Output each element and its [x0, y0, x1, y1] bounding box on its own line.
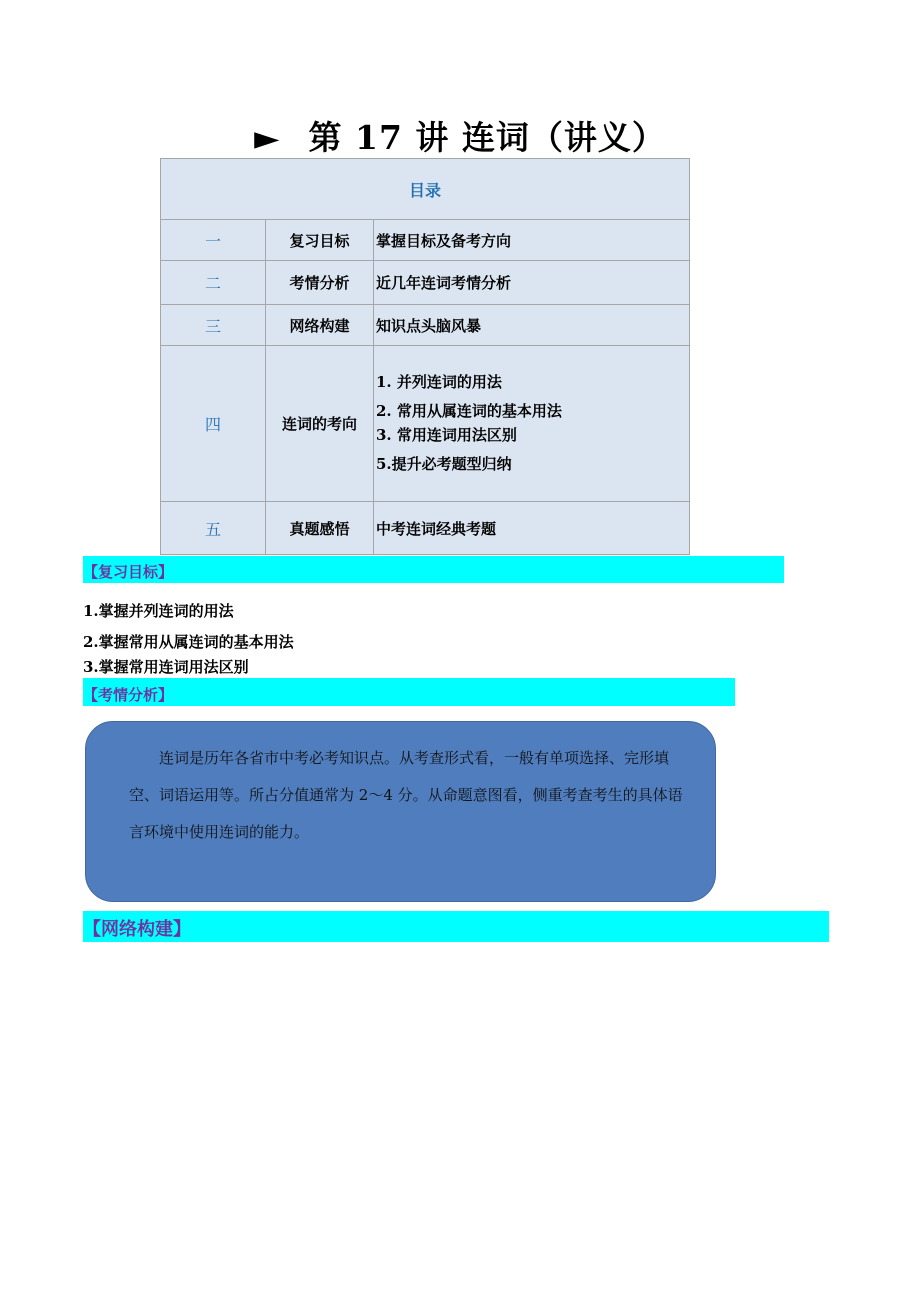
toc-num: 一 — [161, 220, 266, 261]
table-row — [161, 261, 690, 305]
toc-name: 连词的考向 — [266, 346, 374, 502]
toc-name: 复习目标 — [266, 220, 374, 261]
toc-desc: 中考连词经典考题 — [374, 502, 690, 555]
exam-analysis-panel — [85, 721, 716, 902]
toc-name: 真题感悟 — [266, 502, 374, 555]
list-item: 5.提升必考题型归纳 — [376, 455, 512, 473]
toc-name: 网络构建 — [266, 305, 374, 346]
table-row — [161, 305, 690, 346]
list-item: 3. 常用连词用法区别 — [376, 426, 517, 444]
toc-desc: 近几年连词考情分析 — [374, 261, 690, 305]
toc-num: 四 — [161, 346, 266, 502]
toc-desc-list — [374, 346, 690, 502]
toc-desc: 掌握目标及备考方向 — [374, 220, 690, 261]
title-marker-icon: ► — [254, 118, 281, 157]
toc-num: 三 — [161, 305, 266, 346]
toc-num: 五 — [161, 502, 266, 555]
table-row — [161, 220, 690, 261]
table-row — [161, 346, 690, 502]
section-heading-review-goals: 【复习目标】 — [83, 556, 784, 583]
toc-num: 二 — [161, 261, 266, 305]
table-of-contents — [160, 158, 690, 555]
toc-name: 考情分析 — [266, 261, 374, 305]
goal-item: 2.掌握常用从属连词的基本用法 — [83, 633, 294, 651]
table-row — [161, 502, 690, 555]
list-item: 1. 并列连词的用法 — [376, 373, 502, 391]
section-heading-exam-analysis: 【考情分析】 — [83, 678, 735, 706]
list-item: 2. 常用从属连词的基本用法 — [376, 402, 562, 420]
toc-desc: 知识点头脑风暴 — [374, 305, 690, 346]
section-heading-network: 【网络构建】 — [83, 911, 829, 942]
goal-item: 3.掌握常用连词用法区别 — [83, 658, 249, 676]
title-text: 第 17 讲 连词（讲义） — [308, 118, 666, 157]
exam-analysis-text: 连词是历年各省市中考必考知识点。从考查形式看，一般有单项选择、完形填空、词语运用等。所占分值通常为 2～4 分。从命题意图看，侧重考查考生的具体语言环境中使用连词的能力。 — [129, 749, 683, 841]
toc-sub-list — [376, 375, 689, 472]
toc-header: 目录 — [161, 159, 690, 220]
goal-item: 1.掌握并列连词的用法 — [83, 602, 234, 620]
page-title — [0, 112, 920, 159]
